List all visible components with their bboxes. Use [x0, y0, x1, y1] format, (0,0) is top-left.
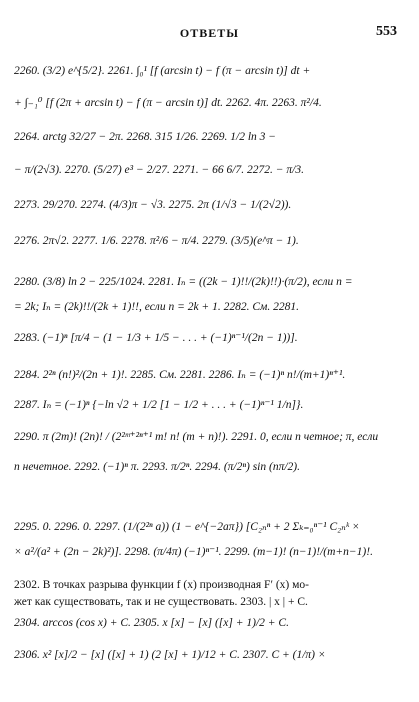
answer-line: 2304. arccos (cos x) + C. 2305. x [x] − [x] ([x] + 1)/2 + C.: [14, 617, 289, 629]
answer-line: 2287. Iₙ = (−1)ⁿ {−ln √2 + 1/2 [1 − 1/2 + . . . + (−1)ⁿ⁻¹ 1/n]}.: [14, 399, 304, 411]
answer-line: 2290. π (2m)! (2n)! / (2²ᵐ⁺²ⁿ⁺¹ m! n! (m + n)!). 2291. 0, если n четное; π, если: [14, 431, 379, 443]
answer-line: жет как существовать, так и не существовать. 2303. | x | + C.: [14, 596, 308, 608]
answer-line: − π/(2√3). 2270. (5/27) e³ − 2/27. 2271. − 66 6/7. 2272. − π/3.: [14, 164, 304, 176]
page-header: [0, 24, 419, 46]
answer-line: 2283. (−1)ⁿ [π/4 − (1 − 1/3 + 1/5 − . . . + (−1)ⁿ⁻¹/(2n − 1))].: [14, 332, 298, 344]
answer-line: 2284. 2²ⁿ (n!)²/(2n + 1)!. 2285. См. 2281. 2286. Iₙ = (−1)ⁿ n!/(m+1)ⁿ⁺¹.: [14, 369, 346, 381]
answer-line: + ∫₋₁⁰ [f (2π + arcsin t) − f (π − arcsin t)] dt. 2262. 4π. 2263. π²/4.: [14, 97, 322, 109]
answer-line: 2280. (3/8) ln 2 − 225/1024. 2281. Iₙ = ((2k − 1)!!/(2k)!!)·(π/2), если n =: [14, 276, 353, 288]
answer-line: = 2k; Iₙ = (2k)!!/(2k + 1)!!, если n = 2k + 1. 2282. См. 2281.: [14, 301, 299, 313]
answer-line: 2276. 2π√2. 2277. 1/6. 2278. π²/6 − π/4. 2279. (3/5)(e^π − 1).: [14, 235, 299, 247]
answer-line: 2306. x² [x]/2 − [x] ([x] + 1) (2 [x] + 1)/12 + C. 2307. C + (1/π) ×: [14, 649, 326, 661]
answer-line: 2273. 29/270. 2274. (4/3)π − √3. 2275. 2π (1/√3 − 1/(2√2)).: [14, 199, 292, 211]
page-number: 553: [376, 24, 397, 39]
answer-line: 2260. (3/2) e^{5/2}. 2261. ∫₀¹ [f (arcsin t) − f (π − arcsin t)] dt +: [14, 65, 311, 77]
running-title: ОТВЕТЫ: [179, 26, 240, 40]
answer-line: 2302. В точках разрыва функции f (x) производная F′ (x) мо-: [14, 579, 309, 591]
answer-line: 2295. 0. 2296. 0. 2297. (1/(2²ⁿ a)) (1 − e^{−2aπ}) [C₂ₙⁿ + 2 Σₖ₌₀ⁿ⁻¹ C₂ₙᵏ ×: [14, 521, 360, 533]
answer-line: n нечетное. 2292. (−1)ⁿ π. 2293. π/2ⁿ. 2294. (π/2ⁿ) sin (nπ/2).: [14, 461, 300, 473]
answer-line: 2264. arctg 32/27 − 2π. 2268. 315 1/26. 2269. 1/2 ln 3 −: [14, 131, 277, 143]
answer-line: × a²/(a² + (2n − 2k)²)]. 2298. (π/4π) (−1)ⁿ⁻¹. 2299. (m−1)! (n−1)!/(m+n−1)!.: [14, 546, 373, 558]
